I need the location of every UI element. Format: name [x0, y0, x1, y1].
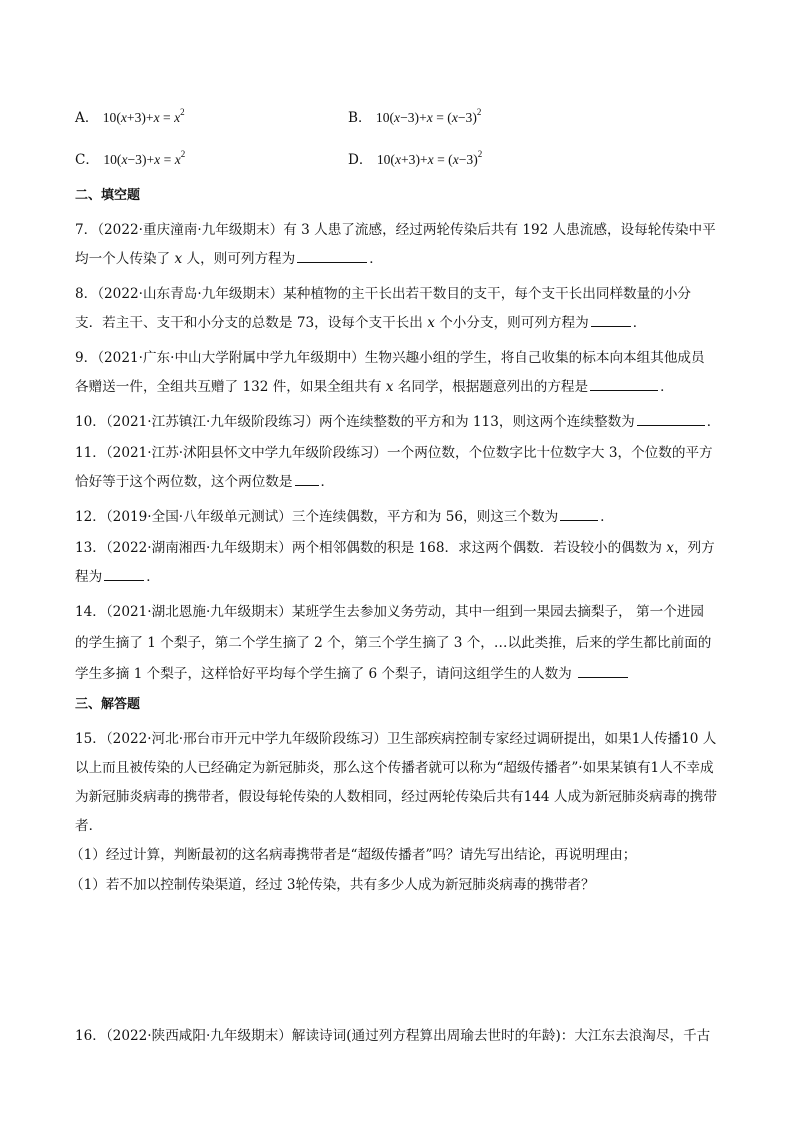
q10-line-1: 10．（2021·江苏镇江·九年级阶段练习）两个连续整数的平方和为 113，则这两个连续整数为 ．: [75, 414, 721, 430]
option-c: [75, 148, 185, 168]
option-c-letter: C．: [75, 152, 99, 168]
q10-answer-blank[interactable]: [637, 424, 705, 426]
section-heading-solve: 三、解答题: [75, 697, 141, 712]
option-b-equation: $10(x-3)+x = (x-3)^2$: [375, 107, 482, 125]
q15-part-1: （1）经过计算，判断最初的这名病毒携带者是“超级传播者”吗？请先写出结论，再说明理由；: [70, 847, 637, 863]
option-a-equation: $10(x+3)+x = x^2$: [102, 107, 185, 125]
q13-answer-blank[interactable]: [104, 579, 144, 581]
q9-line-2: 各赠送一件，全组共互赠了 132 件，如果全组共有 x 名同学，根据题意列出的方程是 ．: [75, 379, 674, 395]
q8-answer-blank[interactable]: [591, 325, 631, 327]
q14-line-1: 14．（2021·湖北恩施·九年级期末）某班学生去参加义务劳动，其中一组到一果园去摘梨子， 第一个进园: [75, 604, 704, 620]
q11-line-1: 11．（2021·江苏·沭阳县怀文中学九年级阶段练习）一个两位数，个位数字比十位数字大 3，个位数的平方: [75, 445, 713, 461]
q8-line-2: 支．若主干、支干和小分支的总数是 73，设每个支干长出 x 个小分支，则可列方程为 ．: [75, 315, 647, 331]
q15-line-3: 为新冠肺炎病毒的携带者，假设每轮传染的人数相同，经过两轮传染后共有144 人成为新冠肺炎病毒的携带: [75, 789, 717, 805]
option-a-letter: A．: [75, 110, 99, 126]
q7-line-2: 均一个人传染了 x 人，则可列方程为 ．: [75, 251, 383, 267]
q13-line-1: 13．（2022·湖南湘西·九年级期末）两个相邻偶数的积是 168．求这两个偶数．若设较小的偶数为 x，列方: [75, 540, 715, 556]
q14-answer-blank[interactable]: [578, 676, 628, 678]
q13-line-2: 程为 ．: [75, 569, 160, 585]
q16-line-1: 16．（2022·陕西咸阳·九年级期末）解读诗词(通过列方程算出周瑜去世时的年龄)：大江东去浪淘尽，千古: [75, 1028, 711, 1044]
option-b: [348, 106, 481, 126]
option-d-equation: $10(x+3)+x = (x-3)^2$: [376, 149, 483, 167]
q7-line-1: 7．（2022·重庆潼南·九年级期末）有 3 人患了流感，经过两轮传染后共有 192 人患流感，设每轮传染中平: [75, 222, 716, 238]
q15-line-4: 者．: [75, 818, 103, 834]
option-a: [75, 106, 185, 126]
q9-line-1: 9．（2021·广东·中山大学附属中学九年级期中）生物兴趣小组的学生，将自己收集的标本向本组其他成员: [75, 350, 705, 366]
option-c-equation: $10(x-3)+x = x^2$: [103, 149, 186, 167]
option-b-letter: B．: [348, 110, 372, 126]
q9-answer-blank[interactable]: [590, 389, 658, 391]
q14-line-2: 的学生摘了 1 个梨子，第二个学生摘了 2 个，第三个学生摘了 3 个，…以此类推，后来的学生都比前面的: [75, 635, 712, 651]
option-d-letter: D．: [348, 152, 373, 168]
section-heading-fill: 二、填空题: [75, 188, 141, 203]
q15-part-2: （1）若不加以控制传染渠道，经过 3轮传染，共有多少人成为新冠肺炎病毒的携带者？: [70, 877, 595, 893]
q15-line-2: 以上而且被传染的人已经确定为新冠肺炎，那么这个传播者就可以称为“超级传播者”·如果某镇有1人不幸成: [75, 760, 714, 776]
q15-line-1: 15．（2022·河北·邢台市开元中学九年级阶段练习）卫生部疾病控制专家经过调研提出，如果1人传播10 人: [75, 731, 717, 747]
q8-line-1: 8．（2022·山东青岛·九年级期末）某种植物的主干长出若干数目的支干，每个支干长出同样数量的小分: [75, 286, 692, 302]
q12-answer-blank[interactable]: [560, 519, 598, 521]
option-d: [348, 148, 482, 168]
q14-line-3: 学生多摘 1 个梨子，这样恰好平均每个学生摘了 6 个梨子，请问这组学生的人数为: [75, 662, 630, 682]
q11-line-2: 恰好等于这个两位数，这个两位数是 ．: [75, 474, 335, 490]
q7-answer-blank[interactable]: [297, 261, 367, 263]
q12-line-1: 12．（2019·全国·八年级单元测试）三个连续偶数，平方和为 56，则这三个数为 .: [75, 509, 605, 525]
q11-answer-blank[interactable]: [295, 484, 319, 486]
